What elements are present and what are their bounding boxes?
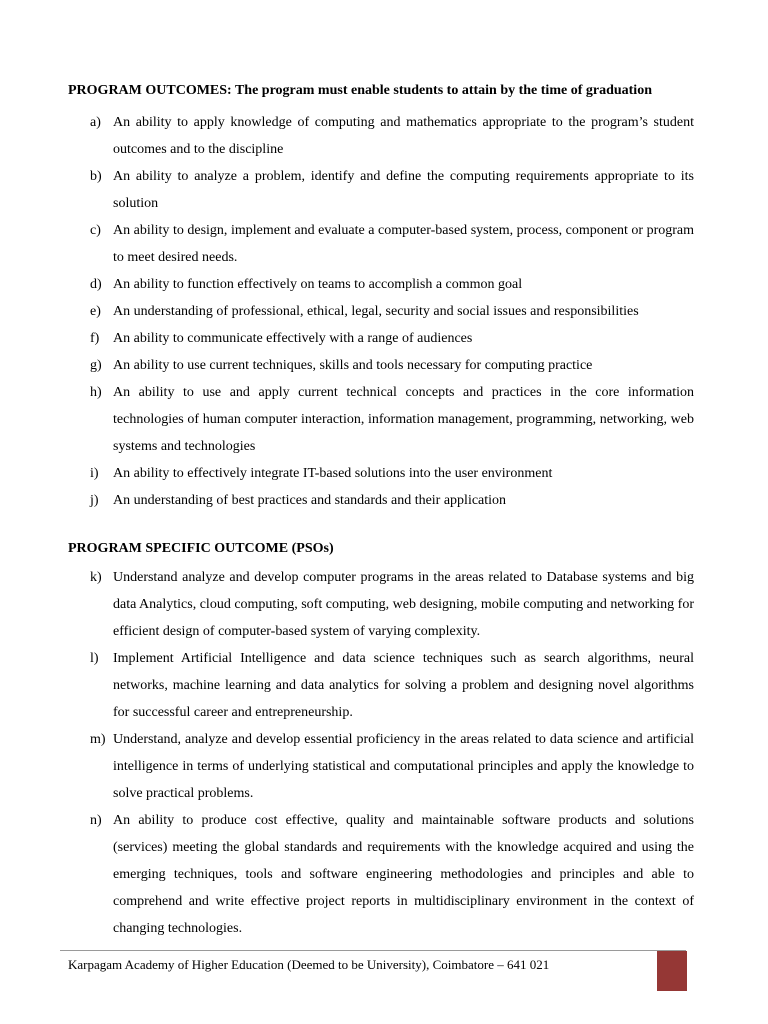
list-item [68, 352, 694, 379]
list-item [68, 163, 694, 217]
list-marker: f) [90, 331, 100, 346]
list-item-text: An ability to use current techniques, skills and tools necessary for computing practice [113, 358, 593, 373]
program-outcomes-list [68, 109, 694, 514]
list-item [68, 325, 694, 352]
list-marker: a) [90, 115, 101, 130]
list-marker: h) [90, 385, 102, 400]
list-item [68, 298, 694, 325]
program-specific-outcomes-heading: PROGRAM SPECIFIC OUTCOME (PSOs) [68, 541, 334, 556]
list-marker: d) [90, 277, 102, 292]
list-marker: b) [90, 169, 102, 184]
list-item-text: An ability to effectively integrate IT-based solutions into the user environment [113, 466, 553, 481]
list-marker: n) [90, 813, 102, 828]
list-item [68, 487, 694, 514]
list-item [68, 460, 694, 487]
list-marker: m) [90, 732, 106, 747]
list-item-text: An understanding of professional, ethical, legal, security and social issues and responsibilities [113, 304, 639, 319]
footer-accent-block [657, 951, 687, 991]
list-item [68, 379, 694, 460]
list-item-text: Implement Artificial Intelligence and data science techniques such as search algorithms, neural networks, machine learning and data analytics for solving a problem and designing novel algorithms for successful career and entrepreneurship. [113, 651, 694, 720]
list-item-text: An ability to analyze a problem, identify and define the computing requirements appropriate to its solution [113, 169, 694, 211]
list-marker: i) [90, 466, 99, 481]
list-item [68, 564, 694, 645]
list-item-text: An ability to function effectively on teams to accomplish a common goal [113, 277, 523, 292]
list-marker: j) [90, 493, 99, 508]
footer-divider [60, 950, 686, 951]
list-item-text: An ability to apply knowledge of computing and mathematics appropriate to the program’s student outcomes and to the discipline [113, 115, 694, 157]
list-item-text: Understand, analyze and develop essential proficiency in the areas related to data science and artificial intelligence in terms of underlying statistical and computational principles and apply the knowledge to solve practical problems. [113, 732, 694, 801]
list-marker: e) [90, 304, 101, 319]
program-outcomes-heading: PROGRAM OUTCOMES: The program must enable students to attain by the time of graduation [68, 83, 652, 98]
list-item-text: Understand analyze and develop computer programs in the areas related to Database systems and big data Analytics, cloud computing, soft computing, web designing, mobile computing and networking for efficient design of computer-based system of varying complexity. [113, 570, 694, 639]
list-item-text: An ability to design, implement and evaluate a computer-based system, process, component or program to meet desired needs. [113, 223, 694, 265]
list-item [68, 726, 694, 807]
list-item-text: An understanding of best practices and standards and their application [113, 493, 507, 508]
list-marker: c) [90, 223, 101, 238]
list-item-text: An ability to use and apply current technical concepts and practices in the core information technologies of human computer interaction, information management, programming, networking, web systems and technologies [113, 385, 694, 454]
list-item [68, 217, 694, 271]
list-marker: l) [90, 651, 99, 666]
list-item [68, 645, 694, 726]
list-marker: k) [90, 570, 102, 585]
list-item-text: An ability to produce cost effective, quality and maintainable software products and solutions (services) meeting the global standards and requirements with the knowledge acquired and using the emerging techniques, tools and software engineering methodologies and principles and able to comprehend and write effective project reports in multidisciplinary environment in the context of changing technologies. [113, 813, 694, 936]
list-marker: g) [90, 358, 102, 373]
program-specific-outcomes-list [68, 564, 694, 942]
footer-institution-text: Karpagam Academy of Higher Education (Deemed to be University), Coimbatore – 641 021 [68, 957, 550, 972]
list-item [68, 807, 694, 942]
list-item [68, 109, 694, 163]
list-item [68, 271, 694, 298]
list-item-text: An ability to communicate effectively with a range of audiences [113, 331, 473, 346]
